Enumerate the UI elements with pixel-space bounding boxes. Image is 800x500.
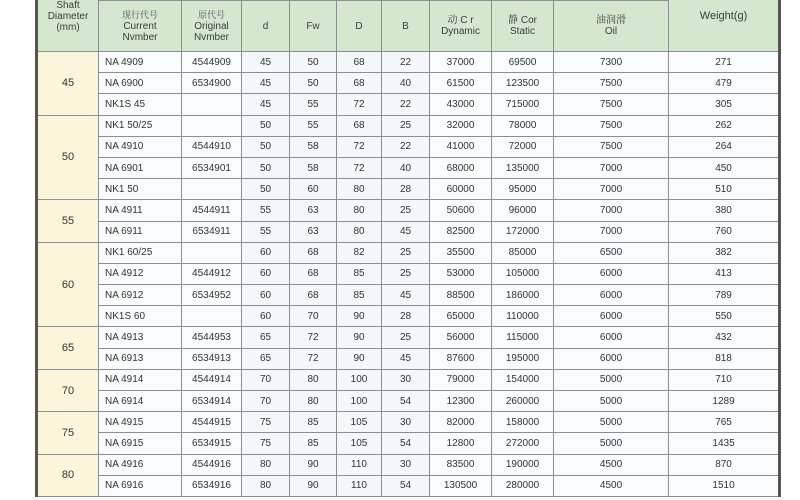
oil-speed-cell: 7300: [554, 52, 669, 73]
static-load-cell: 69500: [492, 52, 554, 73]
current-number-cell: NA 4911: [99, 200, 182, 221]
static-load-cell: 172000: [492, 221, 554, 242]
b-cell: 54: [382, 475, 430, 496]
dynamic-load-cell: 35500: [430, 242, 492, 263]
static-load-cell: 123500: [492, 73, 554, 94]
oil-speed-cell: 5000: [554, 412, 669, 433]
table-row: [37, 200, 780, 221]
weight-cell: 789: [669, 285, 780, 306]
original-number-cell: 6534915: [182, 433, 242, 454]
oil-speed-cell: 7000: [554, 179, 669, 200]
outer-d-cell: 80: [337, 179, 382, 200]
outer-d-cell: 110: [337, 454, 382, 475]
dynamic-load-cell: 60000: [430, 179, 492, 200]
table-row: [37, 369, 780, 390]
current-number-cell: NA 6916: [99, 475, 182, 496]
shaft-diameter-cell: 50: [37, 115, 99, 200]
weight-cell: 305: [669, 94, 780, 115]
fw-cell: 68: [290, 285, 337, 306]
d-cell: 60: [242, 285, 290, 306]
current-number-cell: NA 4916: [99, 454, 182, 475]
d-cell: 50: [242, 157, 290, 178]
dynamic-load-header: [430, 1, 492, 52]
b-cell: 30: [382, 454, 430, 475]
b-cell: 22: [382, 52, 430, 73]
weight-cell: 413: [669, 263, 780, 284]
b-cell: 30: [382, 369, 430, 390]
fw-cell: 85: [290, 433, 337, 454]
dynamic-load-cell: 65000: [430, 306, 492, 327]
table-row: [37, 157, 780, 178]
b-cell: 40: [382, 157, 430, 178]
current-number-cell: NA 6912: [99, 285, 182, 306]
table-row: [37, 73, 780, 94]
shaft-header-top: Shaft: [56, 0, 80, 11]
original-number-cell: 4544915: [182, 412, 242, 433]
outer-d-cell: 105: [337, 412, 382, 433]
table-row: [37, 221, 780, 242]
shaft-diameter-cell: 60: [37, 242, 99, 327]
oil-speed-cell: 6000: [554, 327, 669, 348]
original-number-cell: 4544912: [182, 263, 242, 284]
shaft-diameter-cell: 80: [37, 454, 99, 496]
d-cell: 45: [242, 73, 290, 94]
outer-d-cell: 90: [337, 348, 382, 369]
b-cell: 54: [382, 433, 430, 454]
outer-d-cell: 90: [337, 327, 382, 348]
static-load-cell: 154000: [492, 369, 554, 390]
dynamic-load-cell: 43000: [430, 94, 492, 115]
original-number-cell: 6534952: [182, 285, 242, 306]
outer-d-cell: 80: [337, 221, 382, 242]
b-cell: 25: [382, 115, 430, 136]
table-row: [37, 263, 780, 284]
dynamic-load-cell: 82000: [430, 412, 492, 433]
b-cell: 25: [382, 327, 430, 348]
b-cell: 22: [382, 136, 430, 157]
dynamic-load-cn: 动 C r: [447, 15, 474, 26]
table-row: [37, 391, 780, 412]
weight-cell: 450: [669, 157, 780, 178]
b-cell: 28: [382, 306, 430, 327]
d-cell: 65: [242, 327, 290, 348]
static-load-cell: 260000: [492, 391, 554, 412]
d-cell: 70: [242, 391, 290, 412]
outer-d-cell: 110: [337, 475, 382, 496]
outer-d-header: D: [337, 1, 382, 52]
b-cell: 45: [382, 348, 430, 369]
table-row: [37, 242, 780, 263]
original-number-header: [182, 1, 242, 52]
original-number-cell: 4544910: [182, 136, 242, 157]
outer-d-cell: 85: [337, 285, 382, 306]
fw-cell: 63: [290, 221, 337, 242]
static-load-cell: 195000: [492, 348, 554, 369]
current-number-cell: NK1 50: [99, 179, 182, 200]
table-row: [37, 433, 780, 454]
weight-cell: 710: [669, 369, 780, 390]
weight-cell: 479: [669, 73, 780, 94]
table-body: [37, 52, 780, 497]
static-load-cn: 静 Cor: [508, 15, 537, 26]
oil-speed-cell: 6500: [554, 242, 669, 263]
dynamic-load-en: Dynamic: [441, 26, 480, 37]
current-number-header: [99, 1, 182, 52]
shaft-diameter-cell: 65: [37, 327, 99, 369]
fw-cell: 68: [290, 242, 337, 263]
outer-d-cell: 80: [337, 200, 382, 221]
original-number-en2: Nvmber: [193, 31, 229, 43]
static-load-cell: 135000: [492, 157, 554, 178]
oil-speed-cell: 7000: [554, 200, 669, 221]
d-cell: 50: [242, 115, 290, 136]
dynamic-load-cell: 87600: [430, 348, 492, 369]
dynamic-load-cell: 130500: [430, 475, 492, 496]
fw-cell: 60: [290, 179, 337, 200]
table-row: [37, 52, 780, 73]
outer-d-cell: 72: [337, 136, 382, 157]
static-load-cell: 190000: [492, 454, 554, 475]
fw-cell: 50: [290, 52, 337, 73]
dynamic-load-cell: 32000: [430, 115, 492, 136]
current-number-cell: NA 4910: [99, 136, 182, 157]
outer-d-cell: 82: [337, 242, 382, 263]
outer-d-cell: 100: [337, 391, 382, 412]
fw-cell: 63: [290, 200, 337, 221]
outer-d-cell: 90: [337, 306, 382, 327]
weight-cell: 1289: [669, 391, 780, 412]
oil-speed-cell: 6000: [554, 285, 669, 306]
static-load-cell: 96000: [492, 200, 554, 221]
original-number-cell: 4544914: [182, 369, 242, 390]
original-number-cell: 6534911: [182, 221, 242, 242]
dynamic-load-cell: 12300: [430, 391, 492, 412]
weight-cell: 432: [669, 327, 780, 348]
static-load-cell: 105000: [492, 263, 554, 284]
fw-cell: 58: [290, 136, 337, 157]
outer-d-cell: 85: [337, 263, 382, 284]
oil-speed-cell: 6000: [554, 348, 669, 369]
b-cell: 25: [382, 200, 430, 221]
weight-cell: 760: [669, 221, 780, 242]
dynamic-load-cell: 68000: [430, 157, 492, 178]
current-number-cell: NA 4913: [99, 327, 182, 348]
oil-speed-cell: 7500: [554, 115, 669, 136]
dynamic-load-cell: 50600: [430, 200, 492, 221]
current-number-cell: NA 4914: [99, 369, 182, 390]
original-number-cell: 6534901: [182, 157, 242, 178]
b-cell: 40: [382, 73, 430, 94]
oil-speed-cell: 7500: [554, 136, 669, 157]
fw-cell: 80: [290, 369, 337, 390]
current-number-cell: NK1 60/25: [99, 242, 182, 263]
d-cell: 55: [242, 200, 290, 221]
fw-cell: 80: [290, 391, 337, 412]
fw-cell: 90: [290, 475, 337, 496]
static-load-cell: 280000: [492, 475, 554, 496]
static-load-cell: 115000: [492, 327, 554, 348]
d-cell: 65: [242, 348, 290, 369]
dynamic-load-cell: 82500: [430, 221, 492, 242]
current-number-cell: NA 6900: [99, 73, 182, 94]
original-number-cell: [182, 179, 242, 200]
fw-cell: 90: [290, 454, 337, 475]
table-row: [37, 412, 780, 433]
shaft-header-unit: (mm): [56, 21, 80, 33]
oil-speed-cell: 5000: [554, 433, 669, 454]
dynamic-load-cell: 56000: [430, 327, 492, 348]
current-number-cell: NA 6901: [99, 157, 182, 178]
dynamic-load-cell: 41000: [430, 136, 492, 157]
weight-cell: 870: [669, 454, 780, 475]
current-number-cell: NA 6911: [99, 221, 182, 242]
weight-cell: 1435: [669, 433, 780, 454]
b-cell: 30: [382, 412, 430, 433]
b-cell: 25: [382, 263, 430, 284]
weight-cell: 262: [669, 115, 780, 136]
dynamic-load-cell: 88500: [430, 285, 492, 306]
d-cell: 80: [242, 475, 290, 496]
oil-speed-cn: 油润滑: [596, 15, 627, 26]
static-load-cell: 158000: [492, 412, 554, 433]
table-row: [37, 179, 780, 200]
table-row: [37, 475, 780, 496]
static-load-cell: 85000: [492, 242, 554, 263]
dynamic-load-cell: 53000: [430, 263, 492, 284]
oil-speed-cell: 4500: [554, 475, 669, 496]
shaft-header-label: Diameter: [47, 10, 89, 22]
table-row: [37, 306, 780, 327]
d-cell: 55: [242, 221, 290, 242]
current-number-cell: NK1 50/25: [99, 115, 182, 136]
table-row: [37, 115, 780, 136]
current-number-cell: NA 4909: [99, 52, 182, 73]
d-cell: 75: [242, 412, 290, 433]
static-load-cell: 78000: [492, 115, 554, 136]
weight-header: Weight(g): [669, 0, 780, 52]
current-number-cell: NA 4912: [99, 263, 182, 284]
d-header: d: [242, 1, 290, 52]
oil-speed-cell: 6000: [554, 263, 669, 284]
header-column-row: [37, 1, 780, 52]
current-number-cell: NA 6913: [99, 348, 182, 369]
oil-speed-header: [554, 1, 669, 52]
dynamic-load-cell: 83500: [430, 454, 492, 475]
d-cell: 75: [242, 433, 290, 454]
original-number-cell: 4544916: [182, 454, 242, 475]
fw-cell: 55: [290, 115, 337, 136]
dynamic-load-cell: 79000: [430, 369, 492, 390]
weight-cell: 264: [669, 136, 780, 157]
weight-cell: 1510: [669, 475, 780, 496]
fw-cell: 68: [290, 263, 337, 284]
static-load-cell: 272000: [492, 433, 554, 454]
weight-cell: 818: [669, 348, 780, 369]
oil-speed-cell: 7500: [554, 94, 669, 115]
static-load-cell: 186000: [492, 285, 554, 306]
outer-d-cell: 105: [337, 433, 382, 454]
outer-d-cell: 68: [337, 115, 382, 136]
current-number-cell: NK1S 45: [99, 94, 182, 115]
shaft-diameter-cell: 55: [37, 200, 99, 242]
table-row: [37, 327, 780, 348]
b-cell: 28: [382, 179, 430, 200]
outer-d-cell: 72: [337, 94, 382, 115]
outer-d-cell: 72: [337, 157, 382, 178]
d-cell: 45: [242, 52, 290, 73]
fw-cell: 50: [290, 73, 337, 94]
d-cell: 50: [242, 179, 290, 200]
original-number-cell: 6534900: [182, 73, 242, 94]
current-number-cn: 现行代号: [121, 9, 158, 20]
original-number-cell: [182, 242, 242, 263]
oil-speed-cell: 4500: [554, 454, 669, 475]
fw-cell: 72: [290, 348, 337, 369]
b-cell: 25: [382, 242, 430, 263]
original-number-cell: [182, 306, 242, 327]
weight-cell: 382: [669, 242, 780, 263]
current-number-en2: Nvmber: [122, 31, 158, 43]
d-cell: 60: [242, 263, 290, 284]
dynamic-load-cell: 61500: [430, 73, 492, 94]
weight-cell: 271: [669, 52, 780, 73]
shaft-diameter-cell: 45: [37, 52, 99, 116]
original-number-cell: 6534913: [182, 348, 242, 369]
d-cell: 70: [242, 369, 290, 390]
dynamic-load-cell: 37000: [430, 52, 492, 73]
original-number-cell: 4544909: [182, 52, 242, 73]
current-number-en1: Current: [123, 20, 157, 32]
table-row: [37, 285, 780, 306]
b-cell: 45: [382, 285, 430, 306]
d-cell: 45: [242, 94, 290, 115]
original-number-cn: 原代号: [197, 9, 225, 20]
current-number-cell: NA 6914: [99, 391, 182, 412]
static-load-cell: 95000: [492, 179, 554, 200]
static-load-en: Static: [510, 26, 536, 37]
original-number-cell: 4544911: [182, 200, 242, 221]
oil-speed-cell: 5000: [554, 369, 669, 390]
original-number-cell: 6534914: [182, 391, 242, 412]
fw-cell: 72: [290, 327, 337, 348]
d-cell: 80: [242, 454, 290, 475]
original-number-cell: 4544953: [182, 327, 242, 348]
weight-cell: 380: [669, 200, 780, 221]
original-number-en1: Original: [194, 20, 229, 32]
d-cell: 60: [242, 242, 290, 263]
fw-cell: 70: [290, 306, 337, 327]
static-load-cell: 110000: [492, 306, 554, 327]
outer-d-cell: 68: [337, 73, 382, 94]
fw-cell: 55: [290, 94, 337, 115]
shaft-diameter-header: [37, 0, 99, 52]
d-cell: 50: [242, 136, 290, 157]
oil-speed-cell: 7000: [554, 157, 669, 178]
fw-cell: 58: [290, 157, 337, 178]
fw-cell: 85: [290, 412, 337, 433]
original-number-cell: [182, 94, 242, 115]
static-load-header: [492, 1, 554, 52]
oil-speed-cell: 7000: [554, 221, 669, 242]
static-load-cell: 715000: [492, 94, 554, 115]
table-row: [37, 136, 780, 157]
b-cell: 22: [382, 94, 430, 115]
oil-speed-cell: 5000: [554, 391, 669, 412]
oil-speed-cell: 6000: [554, 306, 669, 327]
oil-speed-cell: 7500: [554, 73, 669, 94]
b-cell: 45: [382, 221, 430, 242]
oil-speed-en: Oil: [604, 26, 618, 37]
shaft-diameter-cell: 75: [37, 412, 99, 454]
outer-d-cell: 68: [337, 52, 382, 73]
table-row: [37, 454, 780, 475]
current-number-cell: NA 6915: [99, 433, 182, 454]
original-number-cell: [182, 115, 242, 136]
weight-cell: 510: [669, 179, 780, 200]
weight-cell: 550: [669, 306, 780, 327]
bearing-spec-table: [35, 0, 781, 497]
d-cell: 60: [242, 306, 290, 327]
shaft-diameter-cell: 70: [37, 369, 99, 411]
weight-cell: 765: [669, 412, 780, 433]
dynamic-load-cell: 12800: [430, 433, 492, 454]
outer-d-cell: 100: [337, 369, 382, 390]
original-number-cell: 6534916: [182, 475, 242, 496]
static-load-cell: 72000: [492, 136, 554, 157]
table-row: [37, 94, 780, 115]
table-row: [37, 348, 780, 369]
current-number-cell: NA 4915: [99, 412, 182, 433]
fw-header: Fw: [290, 1, 337, 52]
current-number-cell: NK1S 60: [99, 306, 182, 327]
b-header: B: [382, 1, 430, 52]
b-cell: 54: [382, 391, 430, 412]
